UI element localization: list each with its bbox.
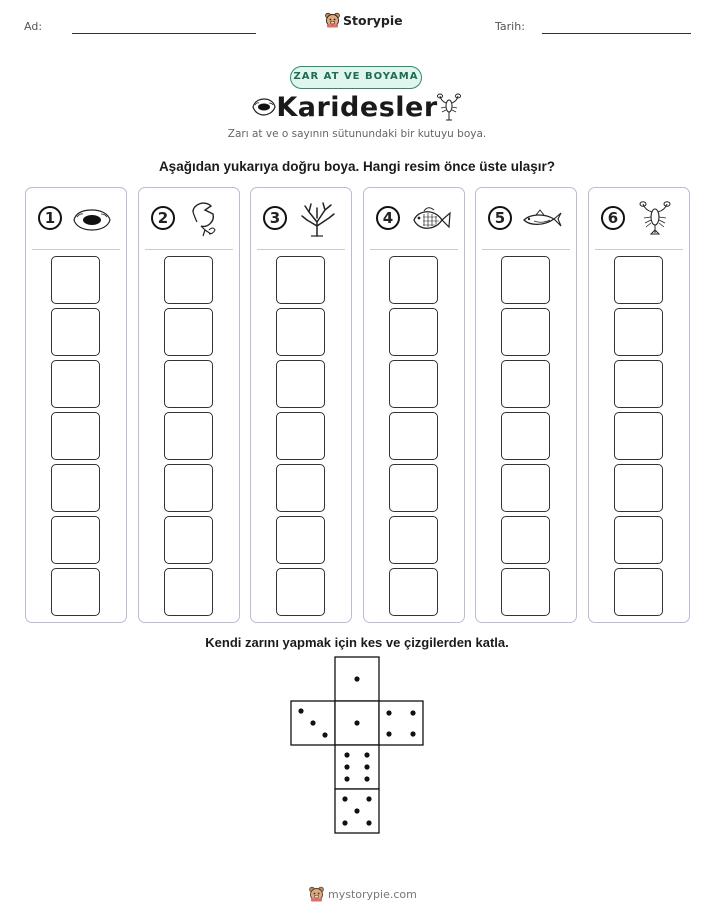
- color-box[interactable]: [276, 360, 325, 408]
- column-number: 3: [263, 206, 287, 230]
- column-header: [36, 202, 116, 238]
- color-box[interactable]: [164, 256, 213, 304]
- name-line[interactable]: [72, 33, 256, 34]
- color-box[interactable]: [614, 412, 663, 460]
- column-divider: [370, 249, 458, 250]
- footer-url[interactable]: mystorypie.com: [328, 887, 417, 901]
- column-divider: [145, 249, 233, 250]
- lobster-icon: [436, 93, 462, 123]
- date-label: Tarih:: [495, 20, 525, 33]
- color-box[interactable]: [614, 256, 663, 304]
- color-box[interactable]: [614, 464, 663, 512]
- column-cells: [614, 256, 664, 620]
- column-cells: [276, 256, 326, 620]
- lobster-claw-icon: [183, 200, 227, 238]
- activity-badge: ZAR AT VE BOYAMA: [290, 66, 422, 89]
- color-box[interactable]: [51, 360, 100, 408]
- column-divider: [32, 249, 120, 250]
- footer: [309, 886, 417, 902]
- color-box[interactable]: [276, 256, 325, 304]
- column-header: [599, 202, 679, 238]
- color-box[interactable]: [501, 516, 550, 564]
- column-2: [138, 187, 240, 623]
- coral-icon: [295, 200, 339, 238]
- color-box[interactable]: [51, 308, 100, 356]
- column-number: 4: [376, 206, 400, 230]
- color-box[interactable]: [501, 568, 550, 616]
- column-1: [25, 187, 127, 623]
- brand-logo: [325, 12, 403, 28]
- color-box[interactable]: [51, 568, 100, 616]
- color-box[interactable]: [389, 516, 438, 564]
- name-label: Ad:: [24, 20, 43, 33]
- column-cells: [164, 256, 214, 620]
- column-header: [374, 202, 454, 238]
- color-box[interactable]: [276, 412, 325, 460]
- column-6: [588, 187, 690, 623]
- color-box[interactable]: [389, 568, 438, 616]
- date-line[interactable]: [542, 33, 691, 34]
- color-box[interactable]: [51, 256, 100, 304]
- color-box[interactable]: [51, 412, 100, 460]
- die-face-right: [379, 701, 423, 745]
- color-box[interactable]: [501, 464, 550, 512]
- color-box[interactable]: [164, 568, 213, 616]
- column-cells: [51, 256, 101, 620]
- column-number: 5: [488, 206, 512, 230]
- instruction: Aşağıdan yukarıya doğru boya. Hangi resim önce üste ulaşır?: [158, 159, 556, 174]
- color-box[interactable]: [501, 412, 550, 460]
- color-box[interactable]: [164, 412, 213, 460]
- color-box[interactable]: [276, 464, 325, 512]
- bear-icon: [309, 886, 324, 902]
- color-box[interactable]: [501, 256, 550, 304]
- color-box[interactable]: [389, 360, 438, 408]
- subtitle: Zarı at ve o sayının sütunundaki bir kutuyu boya.: [227, 128, 487, 140]
- color-box[interactable]: [389, 256, 438, 304]
- color-box[interactable]: [614, 516, 663, 564]
- page-title: Karidesler: [276, 92, 438, 123]
- column-number: 6: [601, 206, 625, 230]
- color-box[interactable]: [51, 516, 100, 564]
- column-divider: [595, 249, 683, 250]
- color-box[interactable]: [389, 308, 438, 356]
- color-box[interactable]: [51, 464, 100, 512]
- color-box[interactable]: [389, 464, 438, 512]
- brand-name: Storypie: [343, 12, 403, 28]
- column-header: [261, 202, 341, 238]
- color-box[interactable]: [614, 568, 663, 616]
- column-cells: [389, 256, 439, 620]
- column-number: 1: [38, 206, 62, 230]
- color-box[interactable]: [164, 516, 213, 564]
- die-face-lower: [335, 745, 379, 789]
- color-box[interactable]: [276, 568, 325, 616]
- color-box[interactable]: [389, 412, 438, 460]
- title-row: [0, 90, 714, 126]
- color-box[interactable]: [164, 308, 213, 356]
- color-box[interactable]: [164, 360, 213, 408]
- color-box[interactable]: [164, 464, 213, 512]
- color-box[interactable]: [276, 516, 325, 564]
- column-divider: [482, 249, 570, 250]
- color-box[interactable]: [614, 308, 663, 356]
- color-box[interactable]: [614, 360, 663, 408]
- tuna-icon: [520, 200, 564, 238]
- bear-icon: [325, 12, 340, 28]
- column-number: 2: [151, 206, 175, 230]
- column-divider: [257, 249, 345, 250]
- color-box[interactable]: [276, 308, 325, 356]
- column-4: [363, 187, 465, 623]
- lobster-icon: [633, 200, 677, 238]
- column-5: [475, 187, 577, 623]
- color-box[interactable]: [501, 308, 550, 356]
- fish-icon: [408, 200, 452, 238]
- column-cells: [501, 256, 551, 620]
- oyster-icon: [70, 200, 114, 238]
- color-box[interactable]: [501, 360, 550, 408]
- die-net[interactable]: [290, 656, 425, 836]
- column-header: [149, 202, 229, 238]
- column-3: [250, 187, 352, 623]
- column-header: [486, 202, 566, 238]
- cut-instruction: Kendi zarını yapmak için kes ve çizgilerden katla.: [205, 635, 509, 650]
